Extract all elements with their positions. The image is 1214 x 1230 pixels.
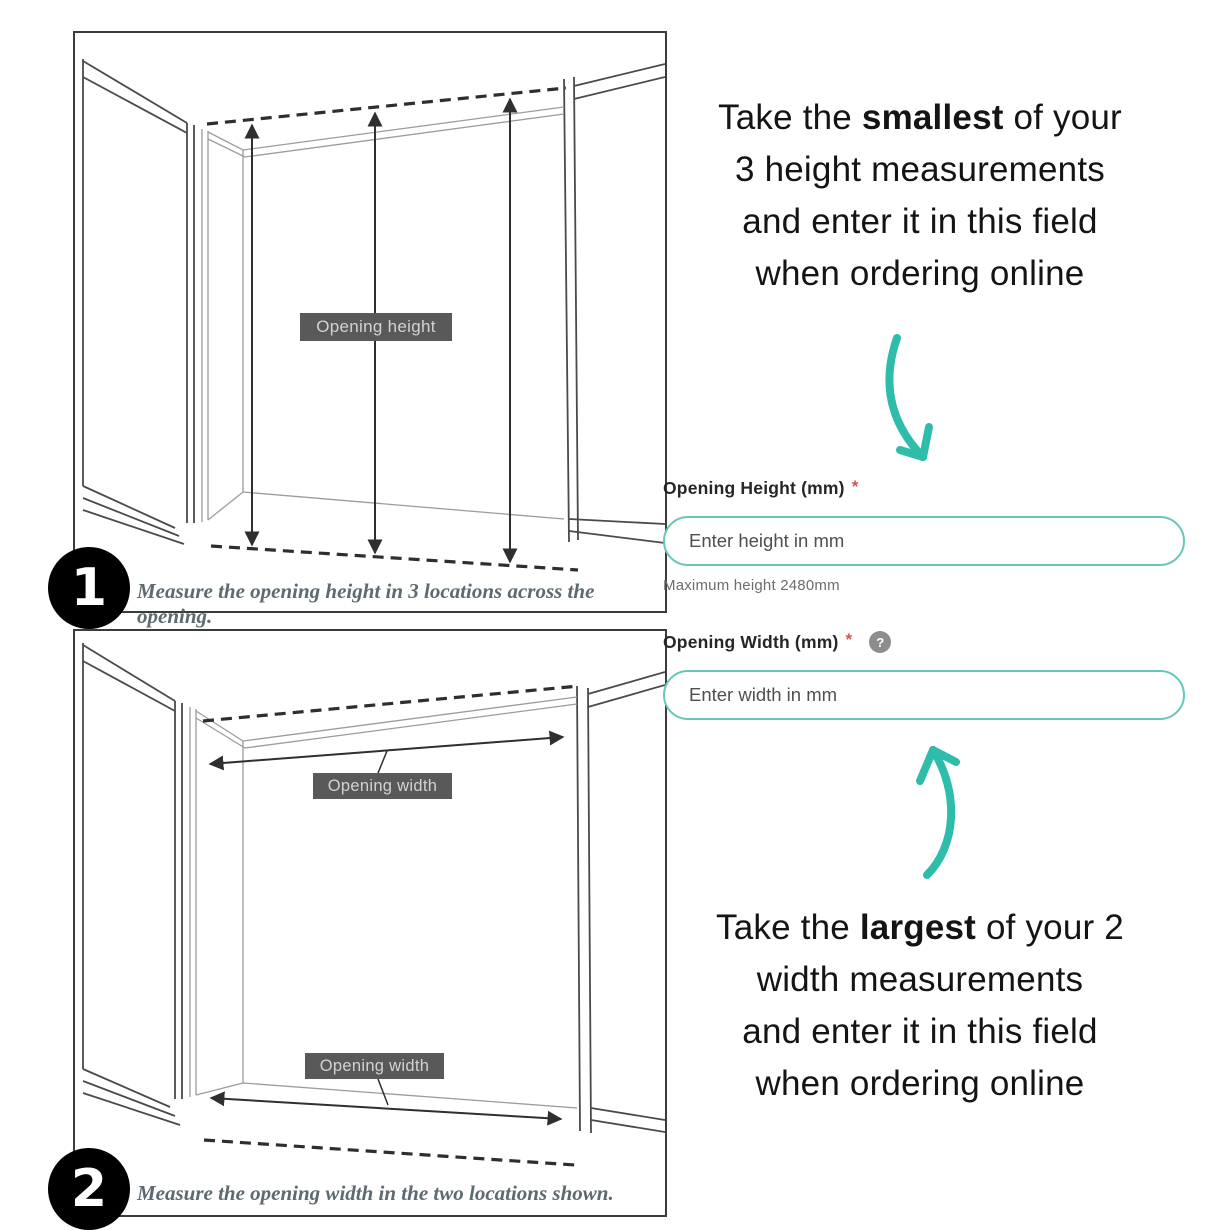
opening-height-diagram [75,33,665,578]
required-asterisk: * [851,476,859,496]
width-instruction-text [656,902,1184,1110]
instruction-line [656,196,1184,248]
curved-arrow-down-icon [880,330,990,470]
instruction-line [656,1006,1184,1058]
required-asterisk: * [845,630,853,649]
height-instruction-text [656,92,1184,300]
opening-height-input[interactable] [663,516,1185,566]
step-badge-2: 2 [48,1148,130,1230]
text-segment: of your [1003,98,1122,137]
text-segment: 3 height measurements [735,150,1105,189]
text-segment-bold: smallest [861,98,1004,137]
text-segment: of your 2 [976,908,1124,947]
text-segment: Take the [716,908,860,947]
text-segment: when ordering online [755,254,1085,293]
curved-arrow-up-icon [892,736,987,888]
opening-width-label: Opening Width (mm) [663,631,839,652]
dashed-measure-lines [203,686,579,1165]
panel1-caption: Measure the opening height in 3 locations across the opening. [137,579,595,628]
width-measure-panel [70,629,667,1219]
text-segment: Take the [718,98,862,137]
max-height-helper-text: Maximum height 2480mm [663,577,840,594]
instruction-line [656,92,1184,144]
opening-height-label: Opening Height (mm) [663,478,845,498]
text-segment: and enter it in this field [742,202,1098,241]
opening-width-diagram [75,631,665,1180]
text-segment-bold: largest [859,908,977,947]
text-segment: when ordering online [755,1064,1085,1103]
instruction-line [656,954,1184,1006]
opening-height-label-row [663,478,859,499]
panel2-caption: Measure the opening width in the two locations shown. [137,1181,614,1205]
diagram-label-opening-width-top: Opening width [313,773,452,799]
instruction-line [656,1058,1184,1110]
text-segment: and enter it in this field [742,1012,1098,1051]
help-icon[interactable]: ? [869,631,891,653]
diagram-label-opening-width-bottom: Opening width [305,1053,444,1079]
diagram-label-opening-height: Opening height [300,313,452,341]
instruction-line [656,902,1184,954]
opening-width-label-row [663,631,891,653]
instruction-line [656,248,1184,300]
opening-width-input[interactable] [663,670,1185,720]
height-measure-panel [70,31,667,628]
step-badge-1: 1 [48,547,130,629]
instruction-line [656,144,1184,196]
text-segment: width measurements [756,960,1084,999]
